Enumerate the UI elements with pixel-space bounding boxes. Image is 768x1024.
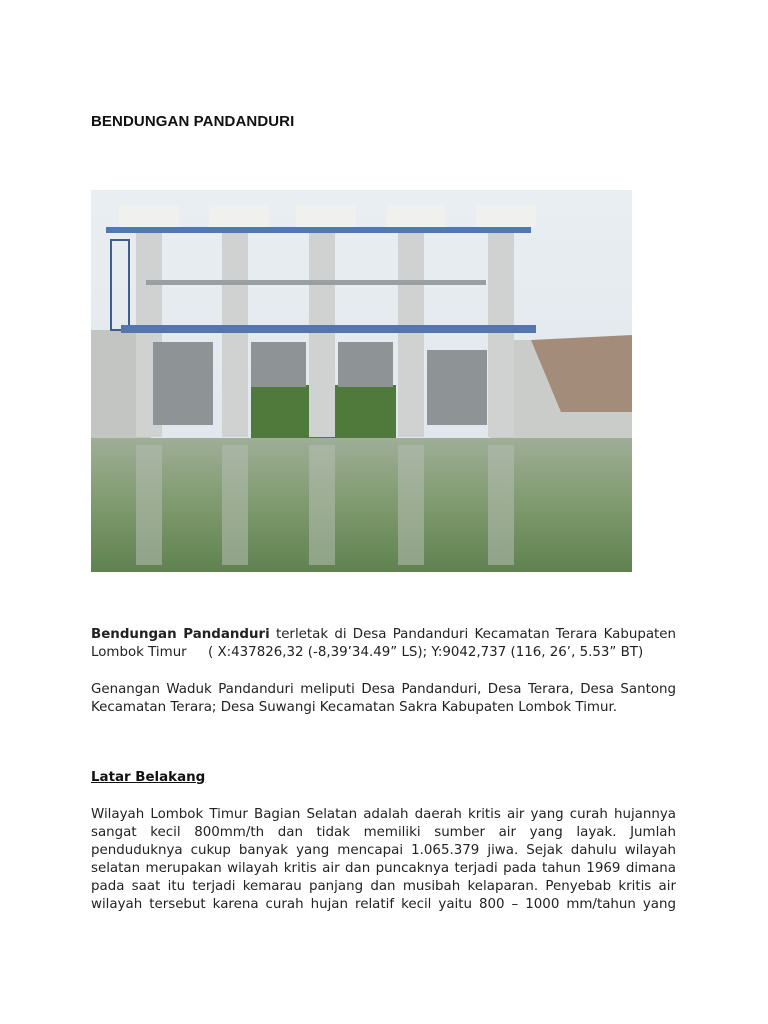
paragraph-location-line-1 [91,626,676,644]
paragraph-location-line-2: Lombok Timur ( X:437826,32 (-8,39’34.49” LS); Y:9042,737 (116, 26’, 5.53” BT) [91,645,644,660]
paragraph-background-line: penduduknya cukup banyak yang mencapai 1.065.379 jiwa. Sejak dahulu wilayah [91,843,676,858]
paragraph-background-line: sangat kecil 800mm/th dan tidak memiliki sumber air yang layak. Jumlah [91,825,676,840]
paragraph-background [91,806,676,914]
paragraph-background-line: selatan merupakan wilayah kritis air dan puncaknya terjadi pada tahun 1969 dimana [91,861,676,876]
page-title: BENDUNGAN PANDANDURI [91,113,295,130]
paragraph-background-line: pada saat itu terjadi kemarau panjang dan musibah kelaparan. Penyebab kritis air [91,879,676,894]
location-text: terletak di Desa Pandanduri Kecamatan Terara Kabupaten [269,627,676,642]
paragraph-background-line: Wilayah Lombok Timur Bagian Selatan adalah daerah kritis air yang curah hujannya [91,807,676,822]
dam-photo [91,190,632,572]
paragraph-background-line: wilayah tersebut karena curah hujan relatif kecil yaitu 800 – 1000 mm/tahun yang [91,897,676,912]
paragraph-reservoir-line-2: Kecamatan Terara; Desa Suwangi Kecamatan Sakra Kabupaten Lombok Timur. [91,700,617,715]
dam-name-bold: Bendungan Pandanduri [91,627,270,642]
paragraph-reservoir-line-1: Genangan Waduk Pandanduri meliputi Desa Pandanduri, Desa Terara, Desa Santong [91,682,676,697]
paragraph-reservoir [91,681,676,717]
paragraph-location [91,626,676,662]
section-heading-latar-belakang: Latar Belakang [91,770,206,785]
